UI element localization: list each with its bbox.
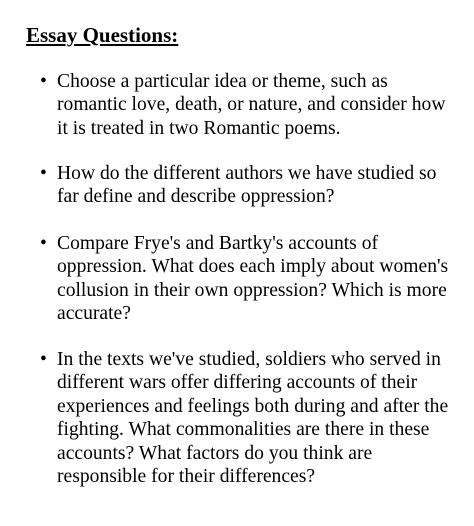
question-item-1 [40, 70, 465, 140]
question-line: experiences and feelings both during and after the [57, 395, 449, 417]
question-text [57, 70, 465, 140]
question-line: responsible for their differences? [57, 466, 316, 488]
bullet-icon: • [40, 71, 47, 92]
question-line: accounts? What factors do you think are [57, 442, 373, 464]
question-item-4 [40, 348, 465, 488]
question-line: How do the different authors we have studied so [57, 163, 437, 184]
bullet-icon: • [40, 163, 47, 184]
bullet-icon: • [40, 233, 47, 254]
bullet-icon: • [40, 349, 47, 370]
question-line: accurate? [57, 303, 131, 325]
question-item-2 [40, 162, 465, 209]
question-line: romantic love, death, or nature, and consider how [57, 94, 446, 116]
question-line: far define and describe oppression? [57, 186, 335, 208]
question-text [57, 232, 465, 326]
question-line: different wars offer differing accounts of their [57, 372, 418, 394]
question-line: oppression. What does each imply about women's [57, 256, 449, 278]
question-line: In the texts we've studied, soldiers who served in [57, 349, 441, 370]
question-line: collusion in their own oppression? Which is more [57, 279, 447, 301]
question-line: fighting. What commonalities are there in these [57, 419, 430, 441]
question-line: it is treated in two Romantic poems. [57, 117, 341, 139]
question-text [57, 348, 465, 488]
question-item-3 [40, 232, 465, 326]
question-line: Compare Frye's and Bartky's accounts of [57, 233, 379, 254]
page-title: Essay Questions: [26, 23, 179, 47]
question-line: Choose a particular idea or theme, such as [57, 71, 388, 92]
question-text [57, 162, 465, 209]
